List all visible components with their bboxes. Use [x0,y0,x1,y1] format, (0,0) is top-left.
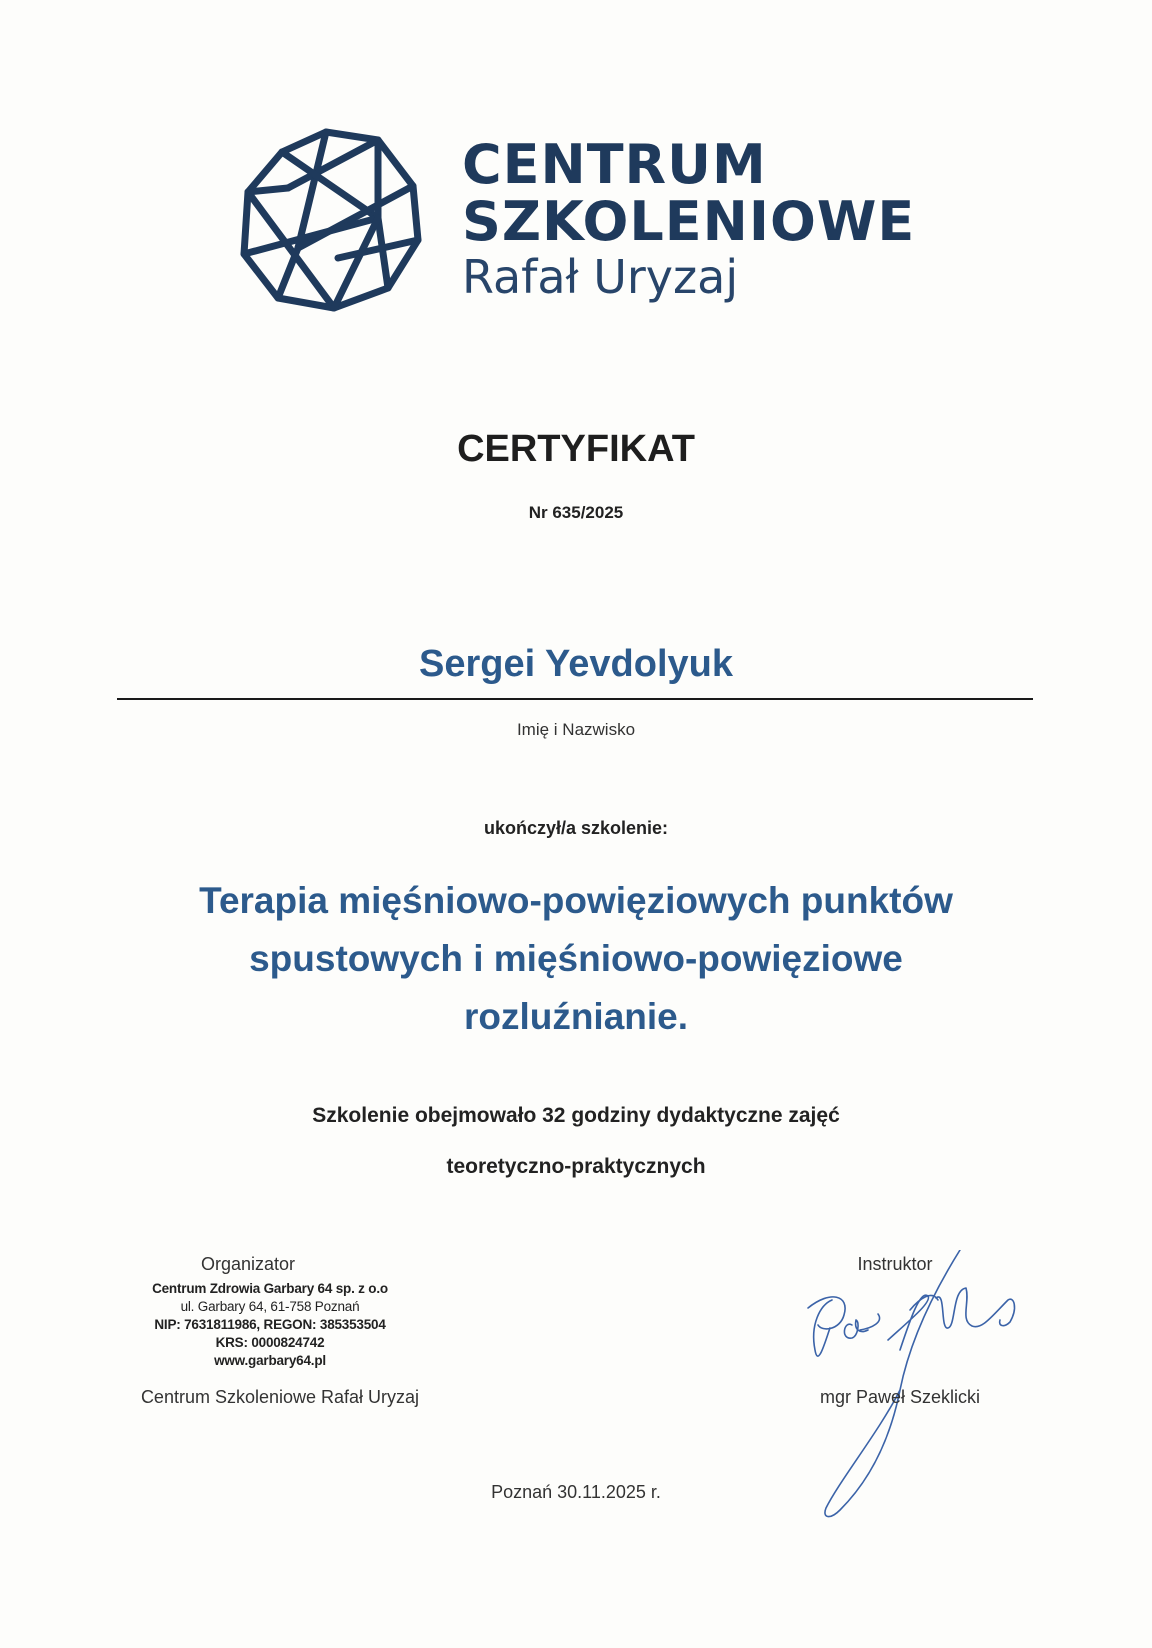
organizer-stamp [120,1280,420,1370]
course-title-line: spustowych i mięśniowo-powięziowe [249,938,903,979]
brand-name-line-1: CENTRUM [462,133,767,196]
stamp-tax-ids: NIP: 7631811986, REGON: 385353504 [154,1317,386,1332]
course-title-line: rozluźnianie. [463,996,689,1037]
instructor-label: Instruktor [857,1254,933,1274]
stamp-krs: KRS: 0000824742 [215,1335,325,1350]
certificate-number: Nr 635/2025 [528,503,624,522]
course-title-line: Terapia mięśniowo-powięziowych punktów [199,880,953,921]
course-title [0,872,1152,1046]
stamp-website: www.garbary64.pl [214,1353,326,1368]
stamp-company-name: Centrum Zdrowia Garbary 64 sp. z o.o [152,1281,388,1296]
completed-training-text: ukończył/a szkolenie: [483,818,669,838]
stamp-address: ul. Garbary 64, 61-758 Poznań [180,1299,360,1314]
brand-owner-name: Rafał Uryzaj [462,250,739,304]
organizer-label: Organizator [200,1254,296,1274]
training-hours-line-1: Szkolenie obejmowało 32 godziny dydaktyczne zajęć [312,1104,840,1127]
brand-name-line-2: SZKOLENIOWE [462,190,916,253]
organizer-name: Centrum Szkoleniowe Rafał Uryzaj [140,1387,420,1407]
training-hours-line-2: teoretyczno-praktycznych [446,1155,706,1178]
name-underline-divider [117,698,1033,700]
recipient-name: Sergei Yevdolyuk [418,643,734,685]
instructor-name: mgr Paweł Szeklicki [819,1387,981,1407]
geometric-polygon-logo-icon [238,128,428,313]
name-caption: Imię i Nazwisko [516,720,636,739]
place-and-date: Poznań 30.11.2025 r. [491,1482,661,1502]
certificate-title: CERTYFIKAT [457,428,695,470]
